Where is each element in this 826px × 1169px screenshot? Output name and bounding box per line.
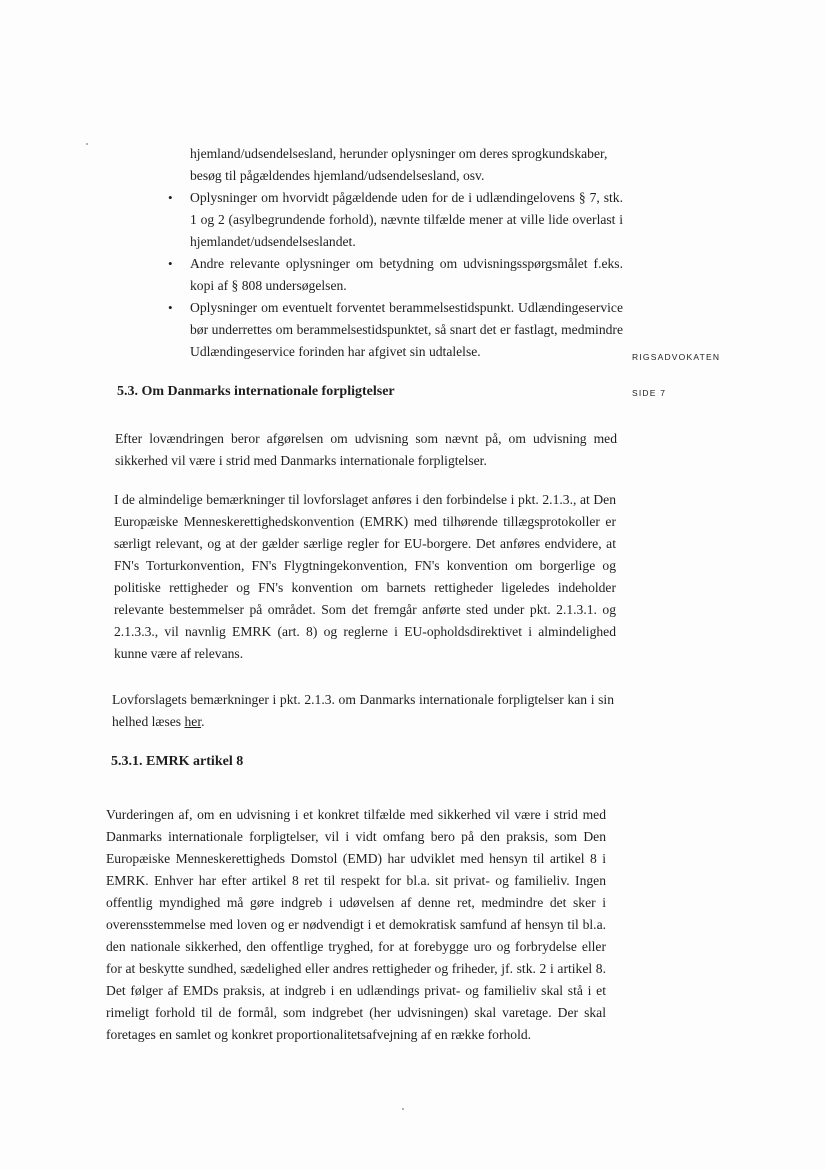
list-item: • Andre relevante oplysninger om betydning om udvisningsspørgsmålet f.eks. kopi af § 808 undersøgelsen. [168, 253, 623, 297]
scan-speck [86, 143, 88, 145]
paragraph-text: Lovforslagets bemærkninger i pkt. 2.1.3. om Danmarks internationale forpligtelser kan i sin helhed læses [112, 692, 614, 729]
sidebar-organization: RIGSADVOKATEN [632, 352, 721, 362]
section-heading: 5.3. Om Danmarks internationale forpligtelser [117, 384, 395, 399]
paragraph [112, 689, 614, 733]
paragraph-text: . [201, 714, 205, 729]
here-link[interactable]: her [184, 714, 202, 729]
paragraph: Efter lovændringen beror afgørelsen om udvisning som nævnt på, om udvisning med sikkerhed vil være i strid med Danmarks internationale forpligtelser. [115, 431, 617, 468]
scan-speck [402, 1108, 404, 1110]
bullet-list [168, 187, 623, 363]
paragraph: Vurderingen af, om en udvisning i et konkret tilfælde med sikkerhed vil være i strid med Danmarks internationale forpligtelser, vil i vidt omfang bero på den praksis, som Den Europæiske Menneskerettigheds Domstol (EMD) har udviklet med hensyn til artikel 8 i EMRK. Enhver har efter artikel 8 ret til respekt for bl.a. sit privat- og familieliv. Ingen offentlig myndighed må gøre indgreb i udøvelsen af denne ret, medmindre det sker i overensstemmelse med loven og er nødvendigt i et demokratisk samfund af hensyn til bl.a. den nationale sikkerhed, den offentlige tryghed, for at forebygge uro og forbrydelse eller for at beskytte sundhed, sædelighed eller andres rettigheder og friheder, jf. stk. 2 i artikel 8. Det følger af EMDs praksis, at indgreb i en udlændings privat- og familieliv skal stå i et rimeligt forhold til de formål, som indgrebet (her udvisningen) skal varetage. Der skal foretages en samlet og konkret proportionalitetsafvejning af en række forhold. [106, 807, 606, 1042]
page-number: SIDE 7 [632, 388, 667, 398]
paragraph: I de almindelige bemærkninger til lovforslaget anføres i den forbindelse i pkt. 2.1.3., at Den Europæiske Menneskerettighedskonvention (EMRK) med tilhørende tillægsprotokoller er særligt relevant, og at der gælder særlige regler for EU-borgere. Det anføres endvidere, at FN's Torturkonvention, FN's Flygtningekonvention, FN's konvention om borgerlige og politiske rettigheder og FN's konvention om barnets rettigheder ligeledes indeholder relevante bestemmelser på området. Som det fremgår anførte sted under pkt. 2.1.3.1. og 2.1.3.3., vil navnlig EMRK (art. 8) og reglerne i EU-opholdsdirektivet i almindelighed kunne være af relevans. [114, 492, 616, 661]
list-item: • Oplysninger om eventuelt forventet berammelsestidspunkt. Udlændingeservice bør underrettes om berammelsestidspunktet, så snart det er fastlagt, medmindre Udlændingeservice forinden har afgivet sin udtalelse. [168, 297, 623, 363]
continuation-text: hjemland/udsendelsesland, herunder oplysninger om deres sprogkundskaber, besøg til pågældendes hjemland/udsendelsesland, osv. [190, 146, 608, 183]
subsection-heading: 5.3.1. EMRK artikel 8 [111, 754, 244, 769]
list-item: • Oplysninger om hvorvidt pågældende uden for de i udlændingelovens § 7, stk. 1 og 2 (asylbegrundende forhold), nævnte tilfælde mener at ville lide overlast i hjemlandet/udsendelseslandet. [168, 187, 623, 253]
